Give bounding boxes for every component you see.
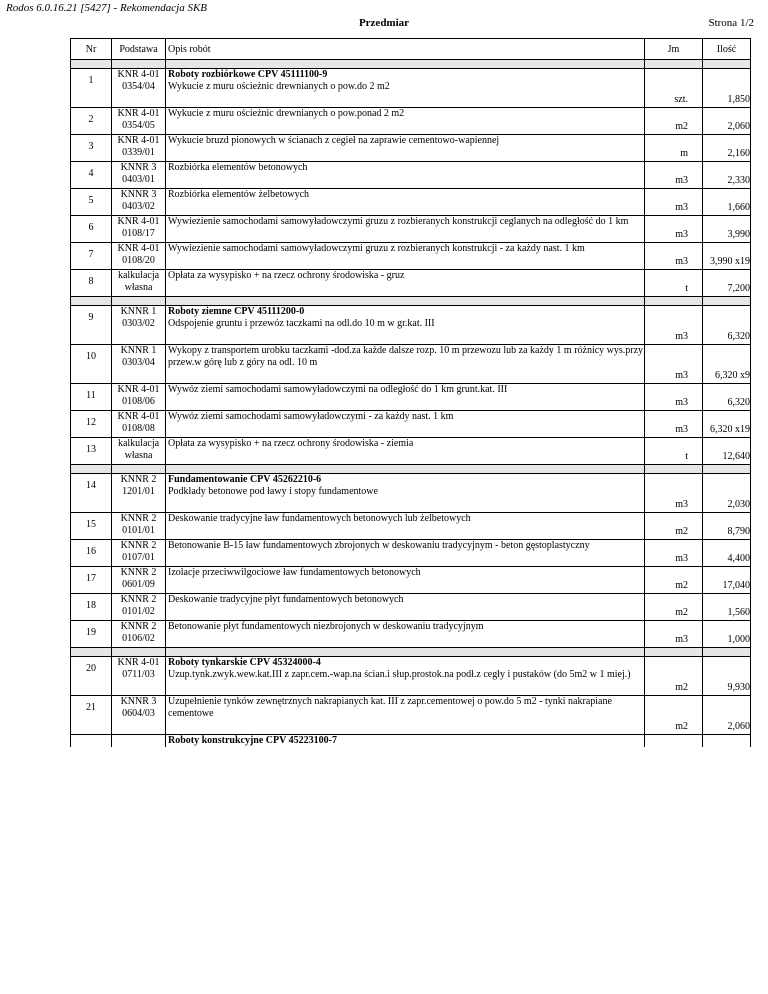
podstawa-line: 1201/01	[122, 486, 155, 497]
row-podstawa	[112, 657, 166, 696]
row-podstawa	[112, 696, 166, 735]
row-number: 3	[71, 135, 112, 162]
table-row	[71, 438, 751, 465]
row-number: 5	[71, 189, 112, 216]
description-text: Wywóz ziemi samochodami samowyładowczymi - za każdy nast. 1 km	[168, 411, 454, 422]
row-podstawa	[112, 189, 166, 216]
row-number: 19	[71, 621, 112, 648]
description-text: Izolacje przeciwwilgociowe ław fundamentowych betonowych	[168, 567, 421, 578]
row-unit: m2	[645, 657, 703, 696]
description-text: Opłata za wysypisko + na rzecz ochrony środowiska - ziemia	[168, 438, 414, 449]
row-number: 7	[71, 243, 112, 270]
podstawa-line: KNR 4-01	[117, 411, 160, 422]
row-number: 11	[71, 384, 112, 411]
description-text: Wywiezienie samochodami samowyładowczymi gruzu z rozbieranych konstrukcji ceglanych na odległość do 1 km	[168, 216, 629, 227]
podstawa-line: 0108/17	[122, 228, 155, 239]
row-number: 21	[71, 696, 112, 735]
row-podstawa	[112, 384, 166, 411]
row-unit: m2	[645, 594, 703, 621]
header-spacer	[71, 60, 751, 69]
row-number: 12	[71, 411, 112, 438]
podstawa-line: 0354/05	[122, 120, 155, 131]
table-row	[71, 135, 751, 162]
section-spacer	[71, 648, 751, 657]
col-header-jm: Jm	[645, 39, 703, 60]
row-unit: m2	[645, 108, 703, 135]
row-quantity: 2,060	[703, 108, 751, 135]
table-row	[71, 270, 751, 297]
description-text: Rozbiórka elementów żelbetowych	[168, 189, 310, 200]
podstawa-line: 0354/04	[122, 81, 155, 92]
podstawa-line: 0108/06	[122, 396, 155, 407]
row-quantity: 9,930	[703, 657, 751, 696]
row-unit: m2	[645, 696, 703, 735]
podstawa-line: KNNR 1	[120, 345, 157, 356]
row-description	[166, 411, 645, 438]
podstawa-line: KNR 4-01	[117, 243, 160, 254]
description-text: Wykucie z muru ościeżnic drewnianych o pow.ponad 2 m2	[168, 108, 405, 119]
row-podstawa	[112, 594, 166, 621]
podstawa-line: 0403/01	[122, 174, 155, 185]
section-title: Roboty tynkarskie CPV 45324000-4	[168, 657, 321, 668]
podstawa-line: KNR 4-01	[117, 657, 160, 668]
row-podstawa	[112, 69, 166, 108]
row-podstawa	[112, 108, 166, 135]
row-description	[166, 513, 645, 540]
row-number: 2	[71, 108, 112, 135]
row-unit: m2	[645, 567, 703, 594]
podstawa-line: 0339/01	[122, 147, 155, 158]
row-podstawa	[112, 621, 166, 648]
podstawa-line: KNNR 2	[120, 594, 157, 605]
row-quantity: 3,990 x19	[703, 243, 751, 270]
podstawa-line: KNR 4-01	[117, 216, 160, 227]
podstawa-line: KNNR 2	[120, 567, 157, 578]
table-row	[71, 306, 751, 345]
row-podstawa	[112, 438, 166, 465]
row-description	[166, 162, 645, 189]
section-spacer	[71, 297, 751, 306]
row-description	[166, 474, 645, 513]
row-unit: m3	[645, 384, 703, 411]
row-podstawa	[112, 162, 166, 189]
row-description	[166, 621, 645, 648]
table-row	[71, 69, 751, 108]
row-number: 13	[71, 438, 112, 465]
description-text: Podkłady betonowe pod ławy i stopy fundamentowe	[168, 486, 378, 497]
section-title: Roboty rozbiórkowe CPV 45111100-9	[168, 69, 328, 80]
podstawa-line: 0106/02	[122, 633, 155, 644]
row-podstawa	[112, 306, 166, 345]
row-quantity: 6,320	[703, 384, 751, 411]
podstawa-line: kalkulacja	[117, 438, 160, 449]
row-description	[166, 270, 645, 297]
podstawa-line: KNNR 2	[120, 474, 157, 485]
row-unit: t	[645, 270, 703, 297]
row-podstawa	[112, 411, 166, 438]
table-row	[71, 474, 751, 513]
row-description	[166, 438, 645, 465]
przedmiar-table	[70, 38, 751, 747]
row-description	[166, 69, 645, 108]
podstawa-line: KNNR 3	[120, 189, 157, 200]
row-description	[166, 384, 645, 411]
podstawa-line: KNR 4-01	[117, 108, 160, 119]
row-unit: m2	[645, 513, 703, 540]
row-quantity: 7,200	[703, 270, 751, 297]
row-unit: m	[645, 135, 703, 162]
row-podstawa	[112, 135, 166, 162]
description-text: Rozbiórka elementów betonowych	[168, 162, 308, 173]
row-unit: m3	[645, 621, 703, 648]
row-unit: m3	[645, 306, 703, 345]
row-podstawa	[112, 567, 166, 594]
row-quantity: 4,400	[703, 540, 751, 567]
table-row	[71, 162, 751, 189]
podstawa-line: 0601/09	[122, 579, 155, 590]
description-text: Uzup.tynk.zwyk.wew.kat.III z zapr.cem.-wap.na ścian.i słup.prostok.na podł.z cegły i pustaków (do 5m2 w 1 miej.)	[168, 669, 631, 680]
description-text: Wywóz ziemi samochodami samowyładowczymi na odległość do 1 km grunt.kat. III	[168, 384, 508, 395]
row-unit: m3	[645, 162, 703, 189]
podstawa-line: KNR 4-01	[117, 69, 160, 80]
row-number: 20	[71, 657, 112, 696]
row-quantity: 6,320 x19	[703, 411, 751, 438]
row-description	[166, 567, 645, 594]
podstawa-line: KNNR 2	[120, 513, 157, 524]
table-row	[71, 540, 751, 567]
row-unit: szt.	[645, 69, 703, 108]
table-row	[71, 696, 751, 735]
row-number: 9	[71, 306, 112, 345]
podstawa-line: 0403/02	[122, 201, 155, 212]
row-quantity: 1,850	[703, 69, 751, 108]
podstawa-line: kalkulacja	[117, 270, 160, 281]
row-description	[166, 540, 645, 567]
podstawa-line: 0108/08	[122, 423, 155, 434]
col-header-opis: Opis robót	[166, 39, 645, 60]
row-description	[166, 189, 645, 216]
podstawa-line: 0711/03	[122, 669, 155, 680]
row-unit: m3	[645, 216, 703, 243]
description-text: Wykucie z muru ościeżnic drewnianych o pow.do 2 m2	[168, 81, 390, 92]
table-row	[71, 657, 751, 696]
row-number: 15	[71, 513, 112, 540]
row-unit: m3	[645, 411, 703, 438]
row-quantity: 6,320 x9	[703, 345, 751, 384]
description-text: Wykucie bruzd pionowych w ścianach z cegieł na zaprawie cementowo-wapiennej	[168, 135, 500, 146]
podstawa-line: KNNR 3	[120, 162, 157, 173]
document-title: Przedmiar	[358, 17, 410, 29]
row-quantity: 1,560	[703, 594, 751, 621]
row-quantity: 6,320	[703, 306, 751, 345]
podstawa-line: KNNR 2	[120, 540, 157, 551]
row-podstawa	[112, 540, 166, 567]
row-quantity: 2,330	[703, 162, 751, 189]
row-podstawa	[112, 270, 166, 297]
podstawa-line: 0101/01	[122, 525, 155, 536]
table-header	[71, 39, 751, 60]
podstawa-line: własna	[124, 450, 153, 461]
row-quantity: 1,660	[703, 189, 751, 216]
trailing-section-row	[71, 735, 751, 748]
description-text: Opłata za wysypisko + na rzecz ochrony środowiska - gruz	[168, 270, 405, 281]
row-podstawa	[112, 243, 166, 270]
row-number: 18	[71, 594, 112, 621]
description-text: Uzupełnienie tynków zewnętrznych nakrapianych kat. III z zapr.cementowej o pow.do 5 m2 - tynki nakrapiane cementowe	[168, 696, 612, 719]
podstawa-line: własna	[124, 282, 153, 293]
table-row	[71, 411, 751, 438]
table-row	[71, 594, 751, 621]
description-text: Deskowanie tradycyjne płyt fundamentowych betonowych	[168, 594, 404, 605]
podstawa-line: 0604/03	[122, 708, 155, 719]
row-unit: m3	[645, 540, 703, 567]
podstawa-line: KNR 4-01	[117, 135, 160, 146]
description-text: Odspojenie gruntu i przewóz taczkami na odl.do 10 m w gr.kat. III	[168, 318, 435, 329]
row-quantity: 17,040	[703, 567, 751, 594]
row-number: 1	[71, 69, 112, 108]
col-header-nr: Nr	[71, 39, 112, 60]
row-description	[166, 657, 645, 696]
row-quantity: 3,990	[703, 216, 751, 243]
podstawa-line: 0107/01	[122, 552, 155, 563]
row-description	[166, 696, 645, 735]
podstawa-line: 0303/04	[122, 357, 155, 368]
row-description	[166, 135, 645, 162]
description-text: Wykopy z transportem urobku taczkami -dod.za każde dalsze rozp. 10 m przewozu lub za każdy 1 m różnicy wys.przy przew.w górę lub z góry na odl. 10 m	[168, 345, 644, 368]
app-title: Rodos 6.0.16.21 [5427] - Rekomendacja SKB	[6, 2, 208, 14]
row-podstawa	[112, 216, 166, 243]
row-number: 16	[71, 540, 112, 567]
row-quantity: 2,030	[703, 474, 751, 513]
row-quantity: 12,640	[703, 438, 751, 465]
podstawa-line: 0108/20	[122, 255, 155, 266]
page-number: Strona 1/2	[708, 17, 754, 29]
row-unit: m3	[645, 189, 703, 216]
description-text: Betonowanie płyt fundamentowych niezbrojonych w deskowaniu tradycyjnym	[168, 621, 484, 632]
table-row	[71, 108, 751, 135]
row-number: 4	[71, 162, 112, 189]
row-description	[166, 243, 645, 270]
row-description	[166, 108, 645, 135]
section-title: Roboty ziemne CPV 45111200-0	[168, 306, 305, 317]
row-podstawa	[112, 345, 166, 384]
row-number: 6	[71, 216, 112, 243]
row-description	[166, 594, 645, 621]
table-row	[71, 345, 751, 384]
row-number: 17	[71, 567, 112, 594]
table-row	[71, 567, 751, 594]
section-title: Fundamentowanie CPV 45262210-6	[168, 474, 322, 485]
trailing-section-title: Roboty konstrukcyjne CPV 45223100-7	[166, 735, 645, 748]
row-unit: m3	[645, 243, 703, 270]
row-quantity: 1,000	[703, 621, 751, 648]
podstawa-line: 0303/02	[122, 318, 155, 329]
table-row	[71, 384, 751, 411]
row-podstawa	[112, 474, 166, 513]
description-text: Wywiezienie samochodami samowyładowczymi gruzu z rozbieranych konstrukcji - za każdy nast. 1 km	[168, 243, 585, 254]
row-description	[166, 345, 645, 384]
podstawa-line: KNR 4-01	[117, 384, 160, 395]
row-description	[166, 306, 645, 345]
section-spacer	[71, 465, 751, 474]
row-quantity: 2,160	[703, 135, 751, 162]
row-quantity: 8,790	[703, 513, 751, 540]
podstawa-line: KNNR 3	[120, 696, 157, 707]
col-header-ilosc: Ilość	[703, 39, 751, 60]
row-description	[166, 216, 645, 243]
row-unit: m3	[645, 474, 703, 513]
row-number: 8	[71, 270, 112, 297]
podstawa-line: KNNR 2	[120, 621, 157, 632]
table-row	[71, 621, 751, 648]
table-row	[71, 216, 751, 243]
podstawa-line: KNNR 1	[120, 306, 157, 317]
table-row	[71, 513, 751, 540]
description-text: Betonowanie B-15 ław fundamentowych zbrojonych w deskowaniu tradycyjnym - beton gęstoplastyczny	[168, 540, 590, 551]
podstawa-line: 0101/02	[122, 606, 155, 617]
row-unit: m3	[645, 345, 703, 384]
row-unit: t	[645, 438, 703, 465]
row-number: 10	[71, 345, 112, 384]
col-header-podstawa: Podstawa	[112, 39, 166, 60]
row-number: 14	[71, 474, 112, 513]
row-podstawa	[112, 513, 166, 540]
table-row	[71, 243, 751, 270]
description-text: Deskowanie tradycyjne ław fundamentowych betonowych lub żelbetowych	[168, 513, 471, 524]
row-quantity: 2,060	[703, 696, 751, 735]
table-row	[71, 189, 751, 216]
